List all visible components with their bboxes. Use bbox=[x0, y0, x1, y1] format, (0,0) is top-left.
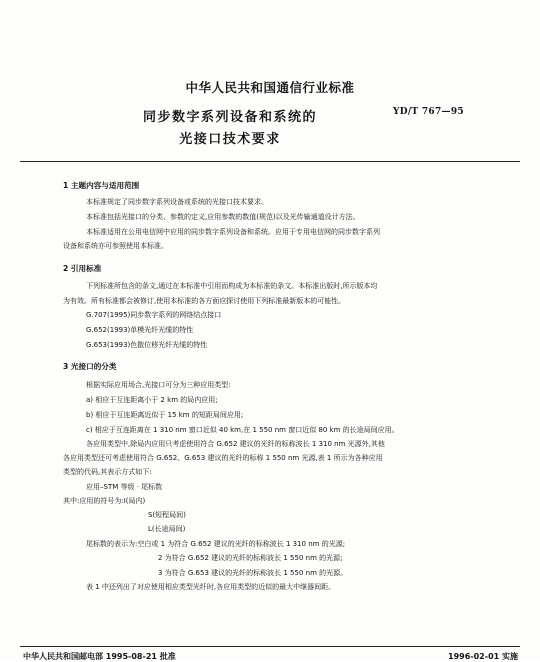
header-divider bbox=[20, 161, 520, 162]
section-1-paragraph: 本标准规定了同步数字系列设备或系统的光接口技术要求。 bbox=[86, 198, 268, 206]
section-1-paragraph: 本标准包括光接口的分类、参数的定义,应用参数的数值(规范)以及光传输通道设计方法。 bbox=[86, 213, 360, 221]
section-1-heading: 1 主题内容与适用范围 bbox=[63, 181, 140, 190]
reference-item: G.652(1993)单模光纤光缆的特性 bbox=[86, 326, 194, 334]
section-1-paragraph: 设备和系统亦可参照使用本标准。 bbox=[63, 242, 168, 250]
section-2-heading: 2 引用标准 bbox=[63, 264, 102, 273]
approval-statement: 中华人民共和国邮电部 1995-08-21 批准 bbox=[23, 652, 176, 661]
symbol-definition: L(长途局间) bbox=[148, 525, 186, 533]
suffix-definition: 尾标数的表示为:空白或 1 为符合 G.652 建议的光纤的标称波长 1 310 nm 的光源; bbox=[86, 540, 346, 548]
suffix-definition: 3 为符合 G.653 建议的光纤的标称波长 1 550 nm 的光源。 bbox=[158, 569, 348, 577]
section-2-paragraph: 为有效。所有标准都会被修订,使用本标准的各方面应探讨使用下列标准最新版本的可能性。 bbox=[63, 297, 346, 305]
issuing-organization: 中华人民共和国通信行业标准 bbox=[185, 80, 355, 95]
list-item: b) 相应于互连距离近似于 15 km 的短距局间应用; bbox=[86, 411, 244, 419]
implementation-date: 1996-02-01 实施 bbox=[448, 652, 518, 661]
section-3-heading: 3 光接口的分类 bbox=[63, 362, 117, 371]
symbol-definition: 其中:应用的符号为:I(局内) bbox=[63, 497, 146, 505]
section-3-paragraph: 各应用类型还可考虑使用符合 G.652、G.653 建议的光纤的标称 1 550 nm 光源,表 1 所示为各种应用 bbox=[63, 454, 383, 462]
document-title-line-2: 光接口技术要求 bbox=[179, 132, 281, 147]
section-3-paragraph: 根据实际应用场合,光接口可分为三种应用类型: bbox=[86, 381, 231, 389]
section-3-paragraph: 表 1 中还列出了对应使用相应类型光纤时,各应用类型的近似的最大中继器间距。 bbox=[86, 583, 336, 591]
reference-item: G.707(1995)同步数字系列的网络结点接口 bbox=[86, 311, 222, 319]
standard-code: YD/T 767—95 bbox=[393, 107, 464, 117]
symbol-definition: S(短程局间) bbox=[148, 511, 186, 519]
list-item: c) 相应于互连距离在 1 310 nm 窗口近似 40 km,在 1 550 nm 窗口近似 80 km 的长途局间应用。 bbox=[86, 426, 399, 434]
reference-item: G.653(1993)色散位移光纤光缆的特性 bbox=[86, 341, 208, 349]
section-3-paragraph: 各应用类型中,除局内应用只考虑使用符合 G.652 建议的光纤的标称波长 1 310 nm 光源外,其他 bbox=[86, 440, 385, 448]
code-format: 应用–STM 等级 · 尾标数 bbox=[86, 483, 163, 491]
section-3-paragraph: 类型的代码,其表示方式如下: bbox=[63, 468, 152, 476]
footer-divider bbox=[20, 646, 520, 647]
list-item: a) 相应于互连距离小于 2 km 的局内应用; bbox=[86, 396, 218, 404]
section-2-paragraph: 下列标准所包含的条文,通过在本标准中引用而构成为本标准的条文。本标准出版时,所示版本均 bbox=[86, 282, 378, 290]
document-title-line-1: 同步数字系列设备和系统的 bbox=[142, 110, 317, 125]
suffix-definition: 2 为符合 G.652 建议的光纤的标称波长 1 550 nm 的光源; bbox=[158, 554, 343, 562]
section-1-paragraph: 本标准适用在公用电信网中应用的同步数字系列设备和系统。应用于专用电信网的同步数字系列 bbox=[86, 228, 380, 236]
